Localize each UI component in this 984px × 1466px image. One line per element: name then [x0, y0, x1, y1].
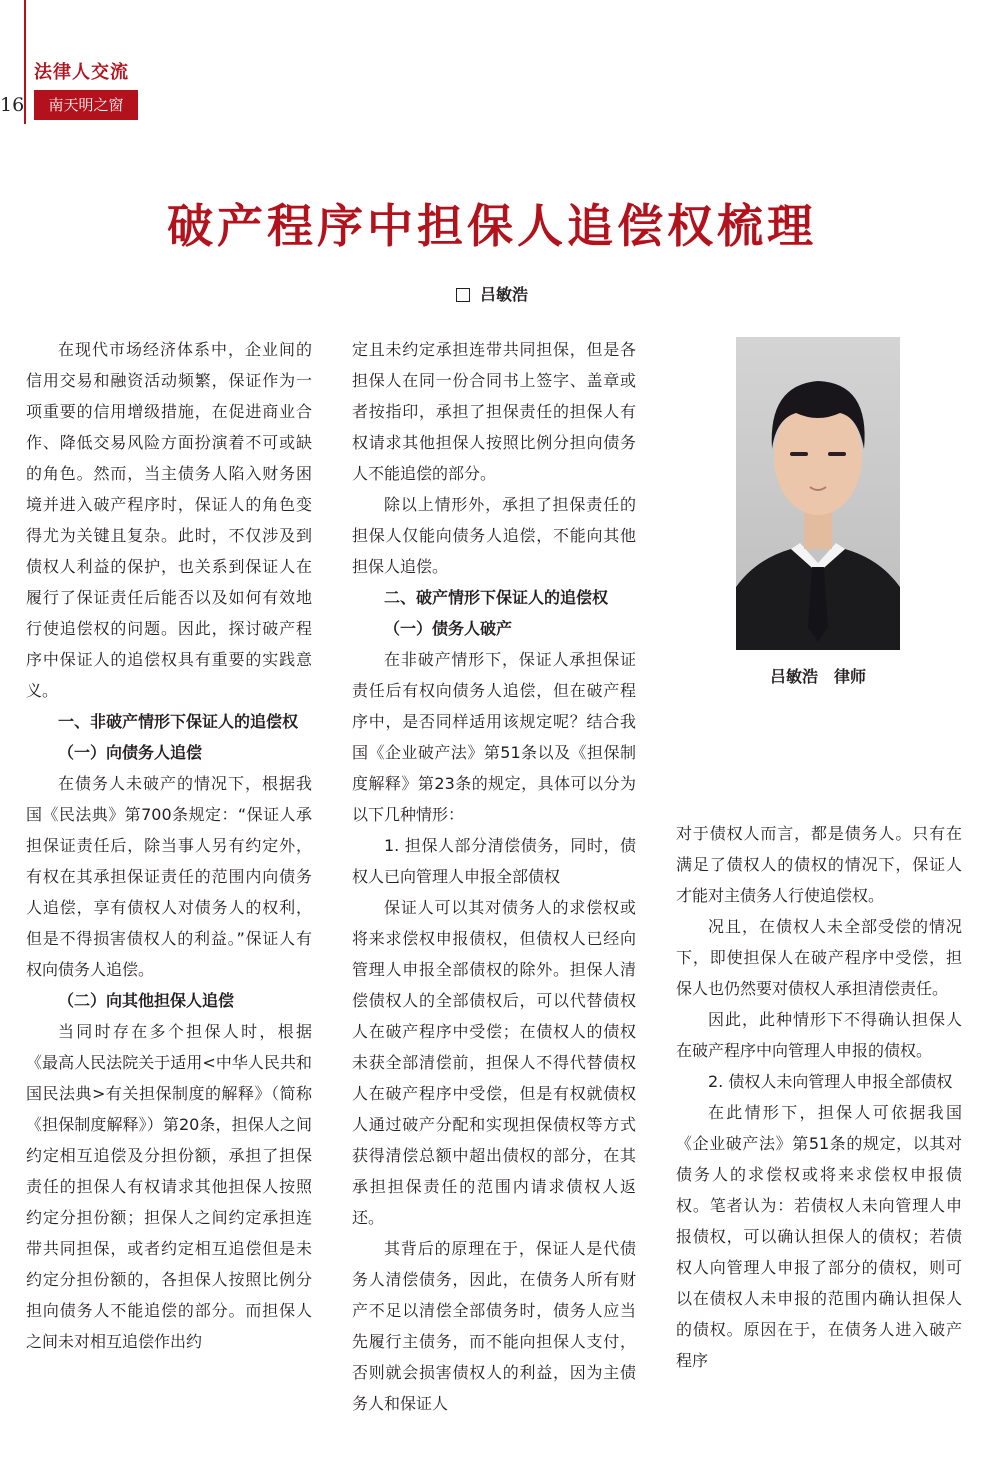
paragraph: 其背后的原理在于，保证人是代债务人清偿债务，因此，在债务人所有财产不足以清偿全部债务时，债务人应当先履行主债务，而不能向担保人支付，否则就会损害债权人的利益，因为主债务人和保证人	[352, 1239, 636, 1413]
paragraph: 除以上情形外，承担了担保责任的担保人仅能向债务人追偿，不能向其他担保人追偿。	[352, 495, 636, 576]
paragraph: 况且，在债权人未全部受偿的情况下，即使担保人在破产程序中受偿，担保人也仍然要对债权人承担清偿责任。	[676, 917, 962, 998]
author-name: 吕敏浩	[479, 285, 528, 304]
paragraph: 定且未约定承担连带共同担保，但是各担保人在同一份合同书上签字、盖章或者按指印，承担了担保责任的担保人有权请求其他担保人按照比例分担向债务人不能追偿的部分。	[352, 340, 636, 483]
subsection-heading: （一）债务人破产	[384, 619, 513, 638]
subsection-heading: （一）向债务人追偿	[58, 743, 203, 762]
section-name: 法律人交流	[34, 62, 129, 83]
author-photo	[736, 337, 900, 650]
paragraph: 在此情形下，担保人可依据我国《企业破产法》第51条的规定，以其对债务人的求偿权或将来求偿权申报债权。笔者认为：若债权人未向管理人申报债权，可以确认担保人的债权；若债权人向管理人申报了部分的债权，则可以在债权人未申报的范围内确认担保人的债权。原因在于，在债务人进入破产程序	[676, 1103, 962, 1370]
paragraph: 在债务人未破产的情况下，根据我国《民法典》第700条规定：“保证人承担保证责任后，除当事人另有约定外，有权在其承担保证责任的范围内向债务人追偿，享有债权人对债务人的权利，但是不得损害债权人的利益。”保证人有权向债务人追偿。	[26, 774, 312, 979]
paragraph: 在非破产情形下，保证人承担保证责任后有权向债务人追偿，但在破产程序中，是否同样适用该规定呢？结合我国《企业破产法》第51条以及《担保制度解释》第23条的规定，具体可以分为以下几种情形：	[352, 650, 636, 824]
paragraph: 对于债权人而言，都是债务人。只有在满足了债权人的债权的情况下，保证人才能对主债务人行使追偿权。	[676, 824, 962, 905]
subsection-heading: （二）向其他担保人追偿	[58, 991, 235, 1010]
paragraph: 1. 担保人部分清偿债务，同时，债权人已向管理人申报全部债权	[352, 836, 636, 886]
column-3	[676, 818, 962, 1376]
paragraph: 2. 债权人未向管理人申报全部债权	[708, 1072, 953, 1091]
byline	[0, 282, 984, 305]
paragraph: 因此，此种情形下不得确认担保人在破产程序中向管理人申报的债权。	[676, 1010, 962, 1060]
column-1	[26, 334, 312, 1357]
section-heading: 一、非破产情形下保证人的追偿权	[58, 712, 299, 731]
column-badge: 南天明之窗	[34, 90, 138, 120]
photo-caption: 吕敏浩 律师	[769, 667, 866, 686]
article-title: 破产程序中担保人追偿权梳理	[167, 199, 817, 253]
page-number: 16	[0, 94, 25, 116]
section-heading: 二、破产情形下保证人的追偿权	[384, 588, 609, 607]
portrait-image	[736, 337, 900, 650]
square-icon	[456, 288, 470, 302]
paragraph: 当同时存在多个担保人时，根据《最高人民法院关于适用<中华人民共和国民法典>有关担保制度的解释》（简称《担保制度解释》）第20条，担保人之间约定相互追偿及分担份额，承担了担保责任的担保人有权请求其他担保人按照约定分担份额；担保人之间约定承担连带共同担保，或者约定相互追偿但是未约定分担份额的，各担保人按照比例分担向债务人不能追偿的部分。而担保人之间未对相互追偿作出约	[26, 1022, 312, 1351]
paragraph: 保证人可以其对债务人的求偿权或将来求偿权申报债权，但债权人已经向管理人申报全部债权的除外。担保人清偿债权人的全部债权后，可以代替债权人在破产程序中受偿；在债权人的债权未获全部清偿前，担保人不得代替债权人在破产程序中受偿，但是有权就债权人通过破产分配和实现担保债权等方式获得清偿总额中超出债权的部分，在其承担担保责任的范围内请求债权人返还。	[352, 898, 636, 1227]
paragraph: 在现代市场经济体系中，企业间的信用交易和融资活动频繁，保证作为一项重要的信用增级措施，在促进商业合作、降低交易风险方面扮演着不可或缺的角色。然而，当主债务人陷入财务困境并进入破产程序时，保证人的角色变得尤为关键且复杂。此时，不仅涉及到债权人利益的保护，也关系到保证人在履行了保证责任后能否以及如何有效地行使追偿权的问题。因此，探讨破产程序中保证人的追偿权具有重要的实践意义。	[26, 340, 312, 700]
column-2	[352, 334, 636, 1419]
header-rule	[24, 0, 26, 124]
